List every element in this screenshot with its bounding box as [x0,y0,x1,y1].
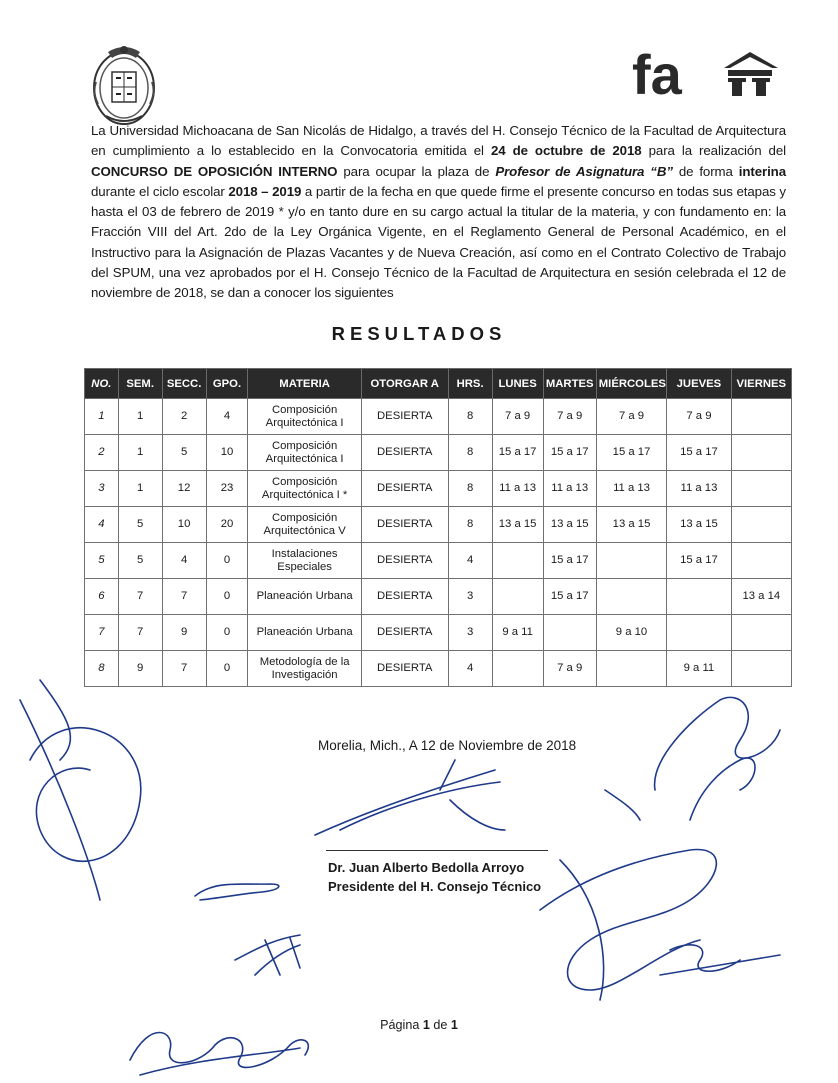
header-miercoles: MIÉRCOLES [596,369,666,399]
cell-sem: 7 [118,615,162,651]
signer-role: Presidente del H. Consejo Técnico [328,879,542,894]
cell-no: 8 [85,651,119,687]
signature-line [326,850,548,851]
cell-martes: 7 a 9 [543,399,596,435]
cell-hrs: 3 [448,579,492,615]
logo-text: fa [632,46,682,98]
cell-jueves: 13 a 15 [667,507,731,543]
cell-otorgar: DESIERTA [361,435,448,471]
contest-name: CONCURSO DE OPOSICIÓN INTERNO [91,163,338,179]
cell-lunes: 15 a 17 [492,435,543,471]
school-cycle: 2018 – 2019 [228,183,302,199]
header-martes: MARTES [543,369,596,399]
cell-miercoles: 15 a 17 [596,435,666,471]
table-row [85,507,792,543]
table-row [85,543,792,579]
cell-miercoles: 13 a 15 [596,507,666,543]
cell-sem: 1 [118,435,162,471]
cell-martes [543,615,596,651]
cell-hrs: 8 [448,507,492,543]
cell-secc: 4 [162,543,206,579]
cell-hrs: 8 [448,471,492,507]
header-jueves: JUEVES [667,369,731,399]
signer-name: Dr. Juan Alberto Bedolla Arroyo [328,860,525,875]
signature-bottom-left [130,1033,308,1068]
cell-miercoles: 11 a 13 [596,471,666,507]
cell-otorgar: DESIERTA [361,507,448,543]
table-row [85,651,792,687]
announcement-date: 24 de octubre de 2018 [490,143,642,159]
cell-sem: 9 [118,651,162,687]
university-seal-icon [88,42,160,128]
page-number: 1 [422,1018,430,1032]
cell-miercoles [596,579,666,615]
cell-sem: 1 [118,399,162,435]
cell-secc: 9 [162,615,206,651]
cell-no: 6 [85,579,119,615]
cell-secc: 7 [162,651,206,687]
cell-viernes: 13 a 14 [731,579,791,615]
cell-viernes [731,543,791,579]
cell-gpo: 20 [206,507,248,543]
cell-lunes: 7 a 9 [492,399,543,435]
cell-materia: Composición Arquitectónica I [248,435,361,471]
cell-secc: 7 [162,579,206,615]
signer-block [328,858,541,896]
cell-gpo: 0 [206,651,248,687]
cell-viernes [731,399,791,435]
position-name: Profesor de Asignatura “B” [495,163,673,179]
header-gpo: GPO. [206,369,248,399]
cell-sem: 1 [118,471,162,507]
place-date: Morelia, Mich., A 12 de Noviembre de 2018 [318,738,577,753]
cell-miercoles: 9 a 10 [596,615,666,651]
cell-gpo: 4 [206,399,248,435]
cell-no: 7 [85,615,119,651]
cell-materia: Planeación Urbana [248,615,361,651]
cell-materia: Instalaciones Especiales [248,543,361,579]
signature-small-left [195,884,279,900]
cell-otorgar: DESIERTA [361,579,448,615]
cell-jueves: 15 a 17 [667,435,731,471]
cell-no: 5 [85,543,119,579]
header-secc: SECC. [162,369,206,399]
cell-lunes [492,579,543,615]
cell-gpo: 0 [206,615,248,651]
cell-sem: 5 [118,507,162,543]
cell-otorgar: DESIERTA [361,543,448,579]
results-table [84,368,792,687]
header-otorgar: OTORGAR A [361,369,448,399]
header-sem: SEM. [118,369,162,399]
cell-gpo: 23 [206,471,248,507]
signature-right-mid [540,850,716,990]
cell-martes: 15 a 17 [543,435,596,471]
cell-secc: 2 [162,399,206,435]
cell-hrs: 4 [448,651,492,687]
cell-lunes [492,651,543,687]
cell-gpo: 0 [206,543,248,579]
cell-jueves: 9 a 11 [667,651,731,687]
cell-viernes [731,651,791,687]
cell-otorgar: DESIERTA [361,471,448,507]
cell-sem: 5 [118,543,162,579]
cell-miercoles [596,651,666,687]
cell-otorgar: DESIERTA [361,651,448,687]
cell-jueves: 15 a 17 [667,543,731,579]
cell-martes: 13 a 15 [543,507,596,543]
results-title: RESULTADOS [331,323,507,344]
table-row [85,399,792,435]
signature-right-top [605,697,780,820]
cell-materia: Planeación Urbana [248,579,361,615]
cell-materia: Composición Arquitectónica I * [248,471,361,507]
cell-jueves [667,579,731,615]
cell-no: 2 [85,435,119,471]
cell-secc: 12 [162,471,206,507]
cell-lunes: 11 a 13 [492,471,543,507]
signature-left-loop [30,728,141,861]
table-header-row [85,369,792,399]
cell-viernes [731,507,791,543]
cell-no: 1 [85,399,119,435]
page-total: 1 [450,1018,458,1032]
cell-hrs: 8 [448,399,492,435]
cell-lunes: 13 a 15 [492,507,543,543]
cell-viernes [731,471,791,507]
signature-mid-left [235,935,300,975]
cell-lunes [492,543,543,579]
header-no: NO. [85,369,119,399]
cell-secc: 10 [162,507,206,543]
cell-martes: 7 a 9 [543,651,596,687]
cell-viernes [731,435,791,471]
roof-icon [724,52,778,96]
cell-materia: Composición Arquitectónica I [248,399,361,435]
cell-gpo: 10 [206,435,248,471]
cell-martes: 15 a 17 [543,579,596,615]
cell-jueves: 7 a 9 [667,399,731,435]
page-footer: Página 1 de 1 [380,1018,458,1032]
cell-martes: 15 a 17 [543,543,596,579]
header-hrs: HRS. [448,369,492,399]
cell-jueves: 11 a 13 [667,471,731,507]
cell-secc: 5 [162,435,206,471]
cell-materia: Composición Arquitectónica V [248,507,361,543]
table-row [85,435,792,471]
cell-viernes [731,615,791,651]
cell-materia: Metodología de la Investigación [248,651,361,687]
cell-otorgar: DESIERTA [361,615,448,651]
cell-jueves [667,615,731,651]
cell-sem: 7 [118,579,162,615]
intro-paragraph: La Universidad Michoacana de San Nicolás de Hidalgo, a través del H. Consejo Técnico de la Facultad de Arquitectura en cumplimiento a lo establecido en la Convocatoria emitida el 24 de octubre de 2018 para la realización del CONCURSO DE OPOSICIÓN INTERNO para ocupar la plaza de Profesor de Asignatura “B” de forma interina durante el ciclo escolar 2018 – 2019 a partir de la fecha en que quede firme el presente concurso en todas sus etapas y hasta el 03 de febrero de 2019 * y/o en tanto dure en su cargo actual la titular de la materia, y con fundamento en: la Fracción VIII del Art. 2do de la Ley Orgánica Vigente, en el Reglamento General de Personal Académico, en el Instructivo para la Asignación de Plazas Vacantes y de Nueva Creación, así como en el Contrato Colectivo de Trabajo del SPUM, una vez aprobados por el H. Consejo Técnico de la Facultad de Arquitectura en sesión celebrada el 12 de noviembre de 2018, se dan a conocer los siguientes [91,123,786,301]
cell-no: 3 [85,471,119,507]
header-lunes: LUNES [492,369,543,399]
header-viernes: VIERNES [731,369,791,399]
cell-martes: 11 a 13 [543,471,596,507]
cell-hrs: 3 [448,615,492,651]
cell-otorgar: DESIERTA [361,399,448,435]
cell-hrs: 8 [448,435,492,471]
cell-hrs: 4 [448,543,492,579]
table-row [85,471,792,507]
cell-no: 4 [85,507,119,543]
signature-right-bottom [660,945,780,975]
cell-gpo: 0 [206,579,248,615]
position-mode: interina [738,163,786,179]
cell-miercoles [596,543,666,579]
cell-lunes: 9 a 11 [492,615,543,651]
signature-center [315,760,505,835]
table-row [85,615,792,651]
table-row [85,579,792,615]
header-materia: MATERIA [248,369,361,399]
faculty-logo [632,46,780,98]
cell-miercoles: 7 a 9 [596,399,666,435]
